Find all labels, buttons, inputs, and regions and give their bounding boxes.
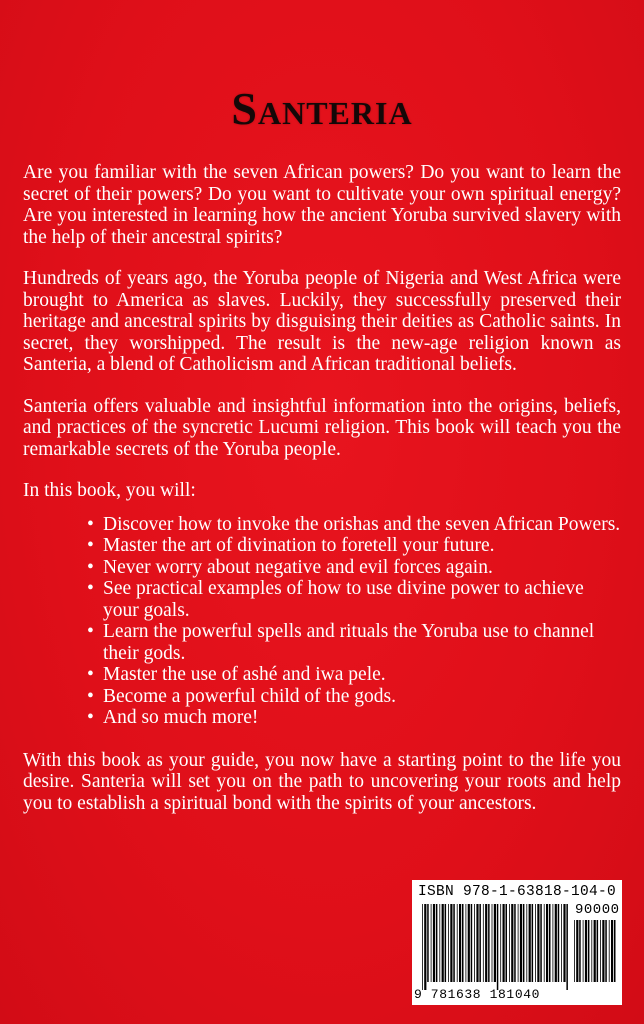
bullet-item: • Discover how to invoke the orishas and the seven African Powers. xyxy=(87,513,621,535)
bullet-dot-icon: • xyxy=(87,578,94,599)
bullet-item: • Learn the powerful spells and rituals the Yoruba use to channel their gods. xyxy=(87,621,595,664)
barcode-bars-icon xyxy=(422,904,570,990)
paragraph-3: Santeria offers valuable and insightful information into the origins, beliefs, and practices of the syncretic Lucumi religion. This book will teach you the remarkable secrets of the Yoruba people. xyxy=(23,395,621,460)
bullet-list xyxy=(23,514,621,729)
bullet-dot-icon: • xyxy=(87,664,94,685)
paragraph-2: Hundreds of years ago, the Yoruba people of Nigeria and West Africa were brought to America as slaves. Luckily, they successfully preserved their heritage and ancestral spirits by disguising their deities as Catholic saints. In secret, they worshipped. The result is the new-age religion known as Santeria, a blend of Catholicism and African traditional beliefs. xyxy=(23,268,621,375)
ean-digits: 9 781638 181040 xyxy=(414,987,541,1002)
bullet-item: • Master the art of divination to foretell your future. xyxy=(87,535,495,556)
bullet-item: • And so much more! xyxy=(87,707,259,728)
bullets-intro: In this book, you will: xyxy=(23,480,196,501)
paragraph-1: Are you familiar with the seven African powers? Do you want to learn the secret of their powers? Do you want to cultivate your own spiritual energy? Are you interested in learning how the ancient Yoruba survived slavery with the help of their ancestral spirits? xyxy=(23,162,621,248)
bullet-dot-icon: • xyxy=(87,685,94,707)
bullet-item: • Become a powerful child of the gods. xyxy=(87,685,396,707)
barcode-addon-bars-icon xyxy=(574,920,616,990)
bullet-dot-icon: • xyxy=(87,513,94,535)
closing-paragraph: With this book as your guide, you now have a starting point to the life you desire. Santeria will set you on the path to uncovering your roots and help you to establish a spiritual bond with the spirits of your ancestors. xyxy=(23,749,621,814)
book-title: Santeria xyxy=(231,83,413,134)
bullet-dot-icon: • xyxy=(87,621,94,642)
isbn-number: ISBN 978-1-63818-104-0 xyxy=(417,884,617,900)
bullet-item: • See practical examples of how to use divine power to achieve your goals. xyxy=(87,578,584,621)
isbn-barcode xyxy=(412,880,622,1005)
bullet-dot-icon: • xyxy=(87,556,94,578)
bullet-dot-icon: • xyxy=(87,707,94,728)
bullet-item: • Never worry about negative and evil forces again. xyxy=(87,556,493,578)
bullet-dot-icon: • xyxy=(87,535,94,556)
price-code: 90000 xyxy=(575,902,620,918)
description xyxy=(23,162,621,834)
bullet-item: • Master the use of ashé and iwa pele. xyxy=(87,664,386,685)
